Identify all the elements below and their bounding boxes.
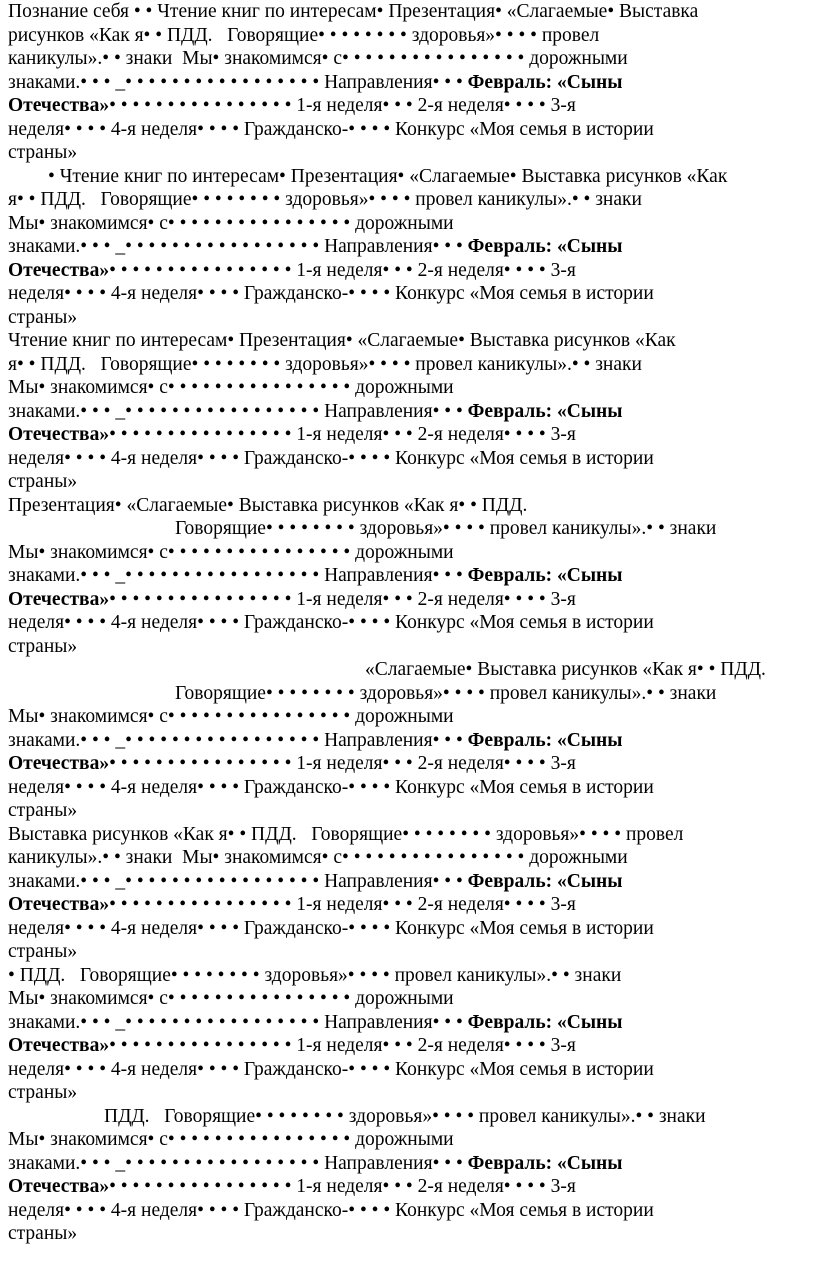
text-line xyxy=(8,823,812,847)
text-segment: Мы• знакомимся• с• • • • • • • • • • • • • • • • дорожными xyxy=(8,1129,454,1150)
text-line xyxy=(8,635,812,659)
text-segment: знаками.• • • _• • • • • • • • • • • • • • • • • Направления• • • xyxy=(8,71,468,93)
text-segment: каникулы».• • знаки Мы• знакомимся• с• • • • • • • • • • • • • • • • дорожными xyxy=(8,48,628,69)
bold-text-segment: Отечества» xyxy=(8,1035,110,1056)
text-segment: Говорящие• • • • • • • • здоровья»• • • • провел каникулы».• • знаки xyxy=(175,518,717,539)
text-segment: я• • ПДД. Говорящие• • • • • • • • здоровья»• • • • провел каникулы».• • знаки xyxy=(8,353,642,375)
text-segment: страны» xyxy=(8,1223,78,1244)
text-segment: Выставка рисунков «Как я• • ПДД. Говорящие• • • • • • • • здоровья»• • • • провел xyxy=(8,823,684,845)
text-line xyxy=(8,447,812,471)
text-segment: знаками.• • • _• • • • • • • • • • • • • • • • • Направления• • • xyxy=(8,870,468,892)
text-segment: страны» xyxy=(8,1082,78,1103)
text-line xyxy=(8,940,812,964)
text-segment: знаками.• • • _• • • • • • • • • • • • • • • • • Направления• • • xyxy=(8,236,468,257)
text-segment: • • • • • • • • • • • • • • • • 1-я неделя• • • 2-я неделя• • • • 3-я xyxy=(109,894,576,915)
bold-text-segment: Февраль: «Сыны xyxy=(467,71,623,93)
text-segment: ПДД. Говорящие• • • • • • • • здоровья»• • • • провел каникулы».• • знаки xyxy=(104,1105,706,1127)
text-line xyxy=(8,235,812,259)
text-line xyxy=(8,376,812,400)
text-segment: страны» xyxy=(8,635,78,657)
text-segment: Говорящие• • • • • • • • здоровья»• • • • провел каникулы».• • знаки xyxy=(175,682,717,704)
text-segment: неделя• • • • 4-я неделя• • • • Гражданско-• • • • Конкурс «Моя семья в истории xyxy=(8,917,654,939)
bold-text-segment: Отечества» xyxy=(8,424,110,445)
text-segment: неделя• • • • 4-я неделя• • • • Гражданско-• • • • Конкурс «Моя семья в истории xyxy=(8,283,654,304)
text-line xyxy=(8,1058,812,1082)
text-line xyxy=(8,353,812,377)
bold-text-segment: Февраль: «Сыны xyxy=(467,565,623,586)
text-line xyxy=(8,588,812,612)
text-line xyxy=(104,1105,812,1129)
text-segment: рисунков «Как я• • ПДД. Говорящие• • • • • • • • здоровья»• • • • провел xyxy=(8,24,600,46)
bold-text-segment: Отечества» xyxy=(8,588,110,610)
text-segment: • ПДД. Говорящие• • • • • • • • здоровья»• • • • провел каникулы».• • знаки xyxy=(8,964,622,986)
text-segment: • • • • • • • • • • • • • • • • 1-я неделя• • • 2-я неделя• • • • 3-я xyxy=(109,588,576,610)
text-line xyxy=(8,141,812,165)
text-segment: неделя• • • • 4-я неделя• • • • Гражданско-• • • • Конкурс «Моя семья в истории xyxy=(8,118,654,140)
text-line xyxy=(175,517,812,541)
text-line xyxy=(8,705,812,729)
text-line xyxy=(8,752,812,776)
text-segment: Мы• знакомимся• с• • • • • • • • • • • • • • • • дорожными xyxy=(8,541,454,563)
text-line xyxy=(8,494,812,518)
text-segment: страны» xyxy=(8,941,78,962)
text-segment: знаками.• • • _• • • • • • • • • • • • • • • • • Направления• • • xyxy=(8,729,468,751)
bold-text-segment: Отечества» xyxy=(8,894,110,915)
text-line xyxy=(8,1152,812,1176)
text-line xyxy=(8,423,812,447)
text-line xyxy=(8,964,812,988)
text-segment: Презентация• «Слагаемые• Выставка рисунков «Как я• • ПДД. xyxy=(8,494,528,516)
text-line xyxy=(8,1011,812,1035)
bold-text-segment: Февраль: «Сыны xyxy=(467,729,623,751)
text-line xyxy=(8,1128,812,1152)
text-segment: Мы• знакомимся• с• • • • • • • • • • • • • • • • дорожными xyxy=(8,377,454,398)
text-line xyxy=(8,1175,812,1199)
text-segment: Мы• знакомимся• с• • • • • • • • • • • • • • • • дорожными xyxy=(8,988,454,1009)
text-segment: Мы• знакомимся• с• • • • • • • • • • • • • • • • дорожными xyxy=(8,706,454,727)
text-line xyxy=(8,259,812,283)
text-segment: каникулы».• • знаки Мы• знакомимся• с• • • • • • • • • • • • • • • • дорожными xyxy=(8,847,628,868)
text-segment: Познание себя • • Чтение книг по интересам• Презентация• «Слагаемые• Выставка xyxy=(8,1,699,22)
text-line xyxy=(8,776,812,800)
text-line xyxy=(8,47,812,71)
text-line xyxy=(8,470,812,494)
bold-text-segment: Февраль: «Сыны xyxy=(467,1011,623,1033)
text-line xyxy=(8,94,812,118)
bold-text-segment: Февраль: «Сыны xyxy=(467,236,623,257)
text-line xyxy=(48,165,812,189)
text-line xyxy=(8,1222,812,1246)
text-segment: я• • ПДД. Говорящие• • • • • • • • здоровья»• • • • провел каникулы».• • знаки xyxy=(8,189,642,210)
text-segment: • • • • • • • • • • • • • • • • 1-я неделя• • • 2-я неделя• • • • 3-я xyxy=(109,1176,576,1197)
text-line xyxy=(365,658,812,682)
text-line xyxy=(8,893,812,917)
bold-text-segment: Отечества» xyxy=(8,95,110,116)
text-line xyxy=(8,1081,812,1105)
text-segment: • • • • • • • • • • • • • • • • 1-я неделя• • • 2-я неделя• • • • 3-я xyxy=(109,95,576,116)
bold-text-segment: Февраль: «Сыны xyxy=(467,870,623,892)
text-segment: Чтение книг по интересам• Презентация• «Слагаемые• Выставка рисунков «Как xyxy=(8,330,676,351)
text-segment: • • • • • • • • • • • • • • • • 1-я неделя• • • 2-я неделя• • • • 3-я xyxy=(109,259,576,281)
text-segment: неделя• • • • 4-я неделя• • • • Гражданско-• • • • Конкурс «Моя семья в истории xyxy=(8,1058,654,1080)
text-line xyxy=(8,917,812,941)
text-line xyxy=(8,846,812,870)
text-segment: страны» xyxy=(8,306,78,328)
text-segment: неделя• • • • 4-я неделя• • • • Гражданско-• • • • Конкурс «Моя семья в истории xyxy=(8,1199,654,1221)
text-segment: страны» xyxy=(8,142,78,163)
text-segment: неделя• • • • 4-я неделя• • • • Гражданско-• • • • Конкурс «Моя семья в истории xyxy=(8,612,654,633)
text-segment: знаками.• • • _• • • • • • • • • • • • • • • • • Направления• • • xyxy=(8,1152,468,1174)
text-line xyxy=(8,71,812,95)
text-segment: знаками.• • • _• • • • • • • • • • • • • • • • • Направления• • • xyxy=(8,400,468,422)
text-line xyxy=(8,1034,812,1058)
bold-text-segment: Отечества» xyxy=(8,1176,110,1197)
text-line xyxy=(8,282,812,306)
text-line xyxy=(8,1199,812,1223)
text-line xyxy=(8,0,812,24)
bold-text-segment: Отечества» xyxy=(8,753,110,774)
text-segment: страны» xyxy=(8,800,78,821)
text-segment: знаками.• • • _• • • • • • • • • • • • • • • • • Направления• • • xyxy=(8,565,468,586)
text-line xyxy=(8,870,812,894)
text-line xyxy=(8,987,812,1011)
text-line xyxy=(8,329,812,353)
text-line xyxy=(8,799,812,823)
text-segment: • Чтение книг по интересам• Презентация• «Слагаемые• Выставка рисунков «Как xyxy=(48,165,728,187)
text-segment: неделя• • • • 4-я неделя• • • • Гражданско-• • • • Конкурс «Моя семья в истории xyxy=(8,776,654,798)
text-segment: неделя• • • • 4-я неделя• • • • Гражданско-• • • • Конкурс «Моя семья в истории xyxy=(8,447,654,469)
text-segment: знаками.• • • _• • • • • • • • • • • • • • • • • Направления• • • xyxy=(8,1011,468,1033)
text-line xyxy=(8,306,812,330)
bold-text-segment: Отечества» xyxy=(8,259,110,281)
bold-text-segment: Февраль: «Сыны xyxy=(467,1152,623,1174)
text-line xyxy=(8,400,812,424)
text-segment: страны» xyxy=(8,471,78,492)
text-line xyxy=(8,564,812,588)
text-segment: «Слагаемые• Выставка рисунков «Как я• • ПДД. xyxy=(365,659,766,680)
text-line xyxy=(8,212,812,236)
text-segment: • • • • • • • • • • • • • • • • 1-я неделя• • • 2-я неделя• • • • 3-я xyxy=(109,1035,576,1056)
text-segment: Мы• знакомимся• с• • • • • • • • • • • • • • • • дорожными xyxy=(8,212,454,234)
text-segment: • • • • • • • • • • • • • • • • 1-я неделя• • • 2-я неделя• • • • 3-я xyxy=(109,424,576,445)
text-line xyxy=(8,611,812,635)
text-line xyxy=(8,541,812,565)
text-segment: • • • • • • • • • • • • • • • • 1-я неделя• • • 2-я неделя• • • • 3-я xyxy=(109,753,576,774)
text-line xyxy=(8,24,812,48)
bold-text-segment: Февраль: «Сыны xyxy=(467,400,623,422)
text-line xyxy=(8,188,812,212)
text-line xyxy=(8,118,812,142)
text-line xyxy=(8,729,812,753)
text-line xyxy=(175,682,812,706)
